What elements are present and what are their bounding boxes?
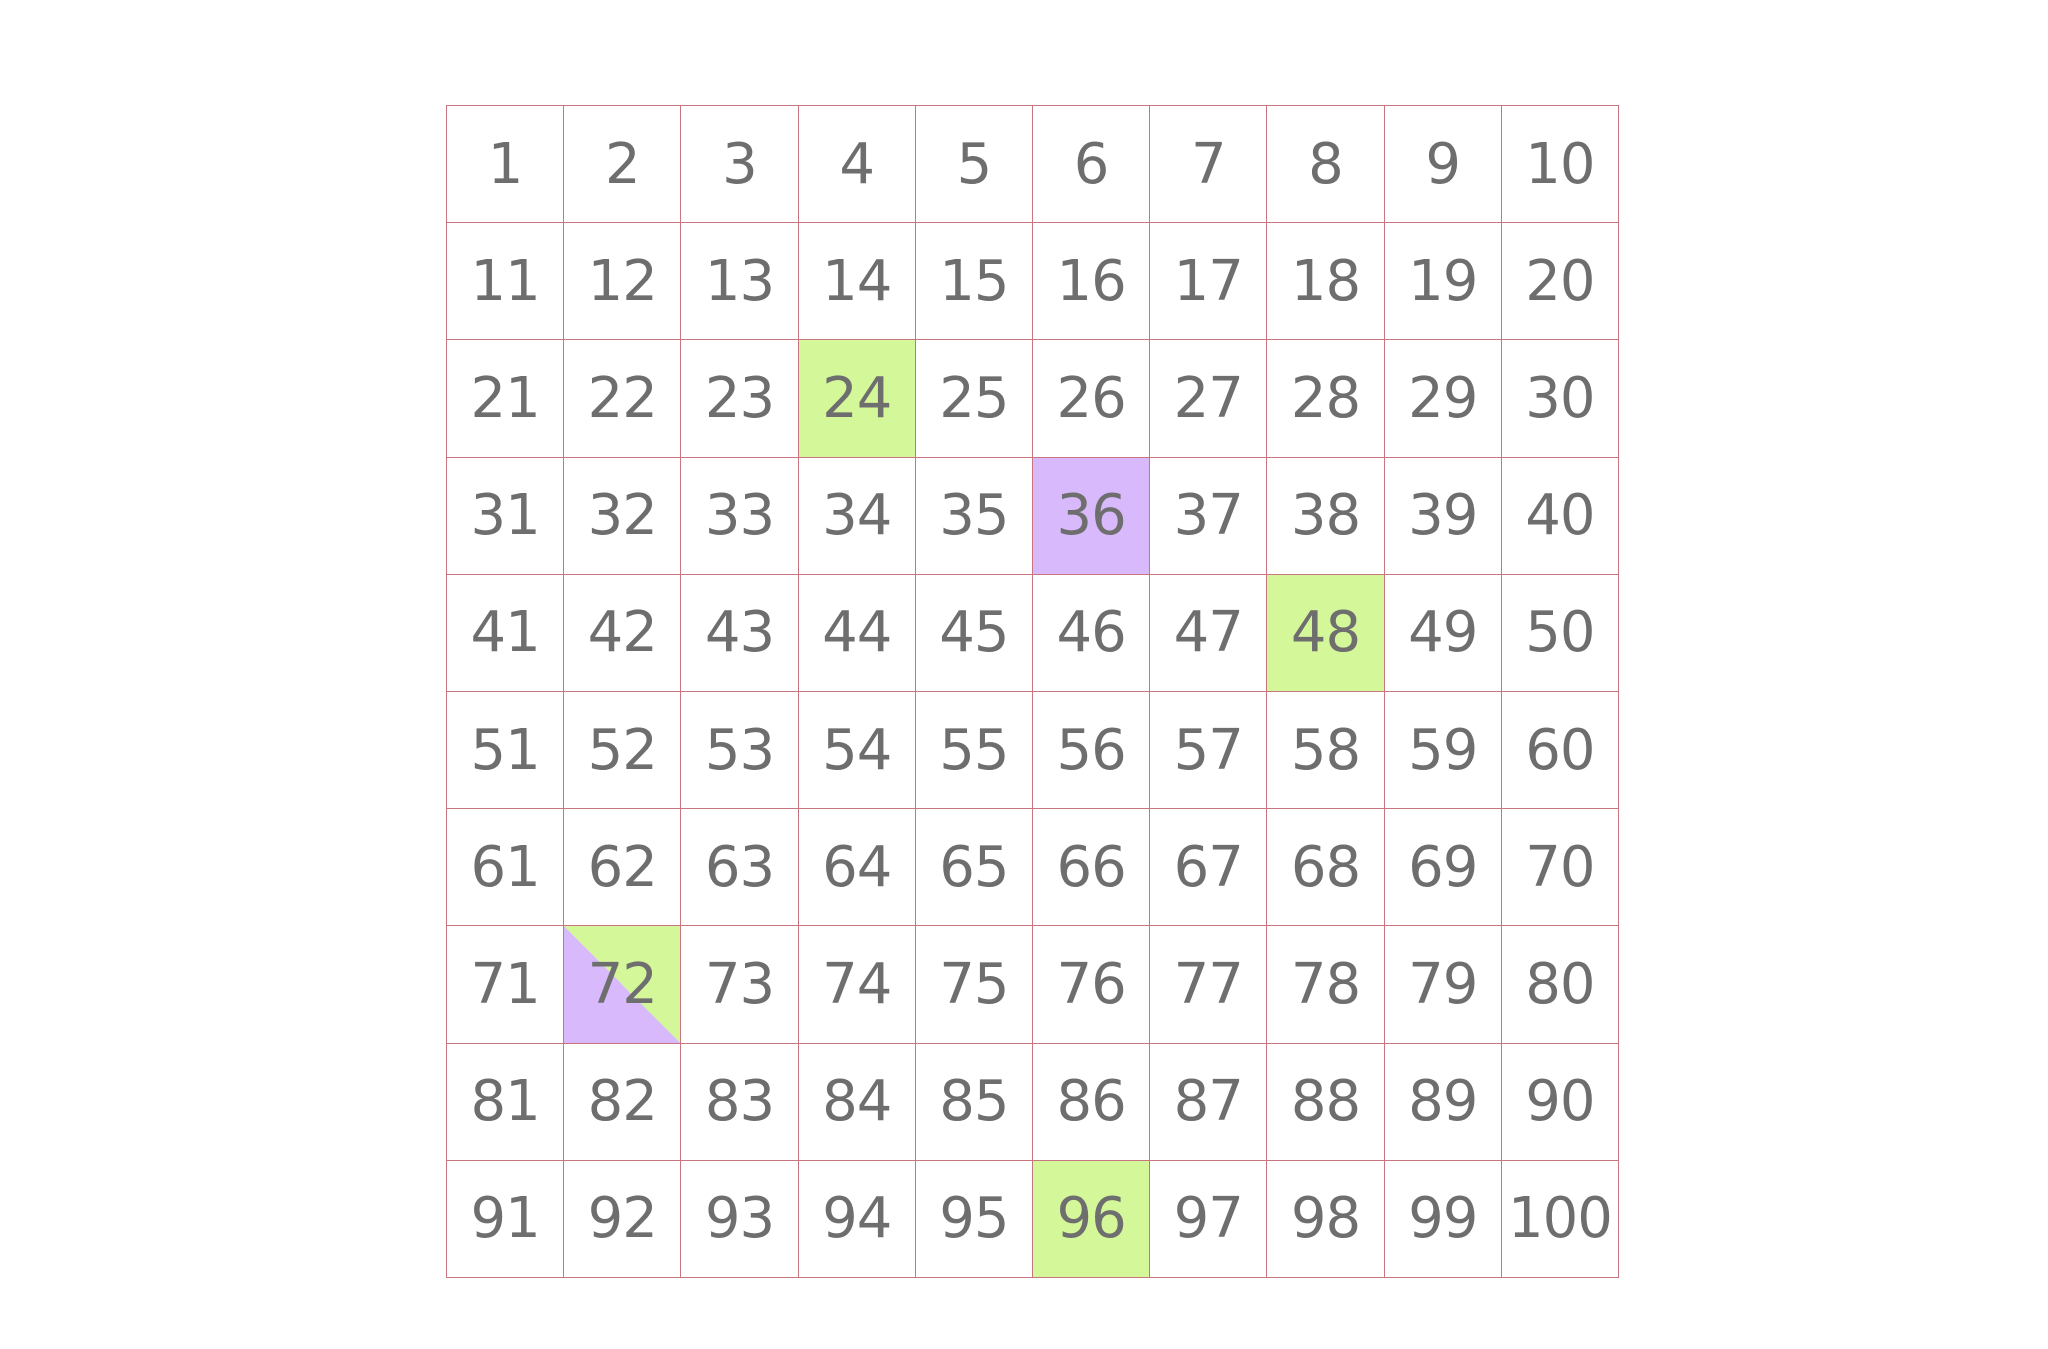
grid-cell-74[interactable] [799,926,916,1043]
hundred-chart-grid [446,105,1619,1278]
grid-cell-8[interactable] [1267,106,1384,223]
cell-number: 41 [470,600,540,666]
grid-cell-18[interactable] [1267,223,1384,340]
grid-cell-86[interactable] [1033,1044,1150,1161]
grid-cell-15[interactable] [916,223,1033,340]
cell-number: 28 [1290,365,1361,431]
cell-number: 62 [587,834,657,900]
grid-cell-59[interactable] [1385,692,1502,809]
cell-number: 96 [1056,1186,1126,1252]
cell-number: 34 [822,483,892,549]
grid-cell-42[interactable] [564,575,681,692]
grid-cell-31[interactable] [447,458,564,575]
cell-number: 25 [939,365,1009,431]
grid-cell-97[interactable] [1150,1161,1267,1278]
cell-number: 18 [1290,248,1361,314]
cell-number: 92 [587,1186,657,1252]
grid-cell-60[interactable] [1502,692,1619,809]
cell-number: 55 [939,717,1009,783]
cell-number: 69 [1408,834,1478,900]
grid-cell-11[interactable] [447,223,564,340]
cell-number: 93 [704,1186,775,1252]
grid-cell-5[interactable] [916,106,1033,223]
cell-number: 7 [1190,131,1226,197]
cell-number: 70 [1525,834,1595,900]
grid-cell-52[interactable] [564,692,681,809]
cell-number: 44 [822,600,892,666]
cell-number: 13 [704,248,775,314]
cell-number: 47 [1173,600,1243,666]
grid-cell-24[interactable] [799,340,916,457]
cell-number: 52 [587,717,657,783]
cell-number: 35 [939,483,1009,549]
cell-number: 59 [1408,717,1478,783]
cell-number: 50 [1525,600,1595,666]
grid-cell-9[interactable] [1385,106,1502,223]
grid-cell-29[interactable] [1385,340,1502,457]
cell-number: 86 [1056,1069,1126,1135]
grid-cell-49[interactable] [1385,575,1502,692]
grid-cell-1[interactable] [447,106,564,223]
grid-cell-50[interactable] [1502,575,1619,692]
cell-number: 56 [1056,717,1126,783]
cell-number: 80 [1525,951,1595,1017]
cell-number: 81 [470,1069,540,1135]
grid-cell-22[interactable] [564,340,681,457]
grid-cell-47[interactable] [1150,575,1267,692]
cell-number: 24 [822,365,892,431]
grid-cell-75[interactable] [916,926,1033,1043]
grid-cell-94[interactable] [799,1161,916,1278]
grid-cell-76[interactable] [1033,926,1150,1043]
grid-cell-82[interactable] [564,1044,681,1161]
cell-number: 87 [1173,1069,1243,1135]
grid-cell-96[interactable] [1033,1161,1150,1278]
grid-cell-37[interactable] [1150,458,1267,575]
grid-cell-89[interactable] [1385,1044,1502,1161]
cell-number: 38 [1290,483,1361,549]
grid-cell-93[interactable] [681,1161,798,1278]
cell-number: 14 [822,248,892,314]
grid-cell-63[interactable] [681,809,798,926]
grid-cell-92[interactable] [564,1161,681,1278]
grid-cell-35[interactable] [916,458,1033,575]
grid-cell-71[interactable] [447,926,564,1043]
grid-cell-48[interactable] [1267,575,1384,692]
cell-number: 26 [1056,365,1126,431]
grid-cell-54[interactable] [799,692,916,809]
grid-cell-78[interactable] [1267,926,1384,1043]
grid-cell-2[interactable] [564,106,681,223]
cell-number: 68 [1290,834,1361,900]
cell-number: 54 [822,717,892,783]
cell-number: 65 [939,834,1009,900]
cell-number: 85 [939,1069,1009,1135]
grid-cell-69[interactable] [1385,809,1502,926]
grid-cell-95[interactable] [916,1161,1033,1278]
grid-cell-83[interactable] [681,1044,798,1161]
cell-number: 97 [1173,1186,1243,1252]
grid-cell-39[interactable] [1385,458,1502,575]
cell-number: 77 [1173,951,1243,1017]
cell-number: 4 [839,131,875,197]
cell-number: 67 [1173,834,1243,900]
cell-number: 20 [1525,248,1595,314]
cell-number: 90 [1525,1069,1595,1135]
cell-number: 23 [704,365,775,431]
cell-number: 10 [1525,131,1595,197]
grid-cell-13[interactable] [681,223,798,340]
grid-cell-64[interactable] [799,809,916,926]
cell-number: 30 [1525,365,1595,431]
cell-number: 74 [822,951,892,1017]
cell-number: 27 [1173,365,1243,431]
cell-number: 43 [704,600,775,666]
grid-cell-26[interactable] [1033,340,1150,457]
cell-number: 42 [587,600,657,666]
grid-cell-6[interactable] [1033,106,1150,223]
cell-number: 75 [939,951,1009,1017]
cell-number: 89 [1408,1069,1478,1135]
grid-cell-68[interactable] [1267,809,1384,926]
cell-number: 58 [1290,717,1361,783]
cell-number: 100 [1507,1186,1612,1252]
cell-number: 21 [470,365,540,431]
grid-cell-30[interactable] [1502,340,1619,457]
grid-cell-23[interactable] [681,340,798,457]
grid-cell-45[interactable] [916,575,1033,692]
cell-number: 57 [1173,717,1243,783]
grid-cell-19[interactable] [1385,223,1502,340]
grid-cell-51[interactable] [447,692,564,809]
grid-cell-55[interactable] [916,692,1033,809]
cell-number: 49 [1408,600,1478,666]
cell-number: 98 [1290,1186,1361,1252]
grid-cell-41[interactable] [447,575,564,692]
grid-cell-34[interactable] [799,458,916,575]
cell-number: 40 [1525,483,1595,549]
grid-cell-58[interactable] [1267,692,1384,809]
cell-number: 39 [1408,483,1478,549]
grid-cell-100[interactable] [1502,1161,1619,1278]
cell-number: 88 [1290,1069,1361,1135]
grid-cell-12[interactable] [564,223,681,340]
cell-number: 84 [822,1069,892,1135]
grid-cell-7[interactable] [1150,106,1267,223]
grid-cell-46[interactable] [1033,575,1150,692]
cell-number: 3 [722,131,757,197]
cell-number: 73 [704,951,775,1017]
grid-cell-32[interactable] [564,458,681,575]
grid-cell-33[interactable] [681,458,798,575]
grid-cell-87[interactable] [1150,1044,1267,1161]
cell-number: 94 [822,1186,892,1252]
cell-number: 6 [1073,131,1109,197]
cell-number: 5 [956,131,992,197]
grid-cell-81[interactable] [447,1044,564,1161]
cell-number: 95 [939,1186,1009,1252]
cell-number: 36 [1056,483,1126,549]
cell-number: 17 [1173,248,1243,314]
grid-cell-20[interactable] [1502,223,1619,340]
grid-cell-14[interactable] [799,223,916,340]
cell-number: 51 [470,717,540,783]
cell-number: 61 [470,834,540,900]
cell-number: 29 [1408,365,1478,431]
grid-cell-70[interactable] [1502,809,1619,926]
cell-number: 63 [704,834,775,900]
cell-number: 22 [587,365,657,431]
cell-number: 79 [1408,951,1478,1017]
grid-cell-53[interactable] [681,692,798,809]
grid-cell-38[interactable] [1267,458,1384,575]
cell-number: 46 [1056,600,1126,666]
cell-number: 45 [939,600,1009,666]
cell-number: 37 [1173,483,1243,549]
grid-cell-40[interactable] [1502,458,1619,575]
grid-cell-57[interactable] [1150,692,1267,809]
grid-cell-36[interactable] [1033,458,1150,575]
cell-number: 71 [470,951,540,1017]
cell-number: 33 [704,483,775,549]
grid-cell-43[interactable] [681,575,798,692]
cell-number: 1 [487,131,523,197]
cell-number: 19 [1408,248,1478,314]
grid-cell-28[interactable] [1267,340,1384,457]
grid-cell-91[interactable] [447,1161,564,1278]
grid-cell-65[interactable] [916,809,1033,926]
cell-number: 91 [470,1186,540,1252]
cell-number: 53 [704,717,775,783]
grid-cell-56[interactable] [1033,692,1150,809]
grid-cell-80[interactable] [1502,926,1619,1043]
grid-cell-25[interactable] [916,340,1033,457]
cell-number: 66 [1056,834,1126,900]
cell-number: 72 [587,951,657,1017]
grid-cell-3[interactable] [681,106,798,223]
grid-cell-21[interactable] [447,340,564,457]
grid-cell-79[interactable] [1385,926,1502,1043]
cell-number: 76 [1056,951,1126,1017]
grid-cell-67[interactable] [1150,809,1267,926]
cell-number: 64 [822,834,892,900]
cell-number: 15 [939,248,1009,314]
grid-cell-73[interactable] [681,926,798,1043]
grid-cell-98[interactable] [1267,1161,1384,1278]
cell-number: 32 [587,483,657,549]
grid-cell-72[interactable] [564,926,681,1043]
cell-number: 16 [1056,248,1126,314]
cell-number: 82 [587,1069,657,1135]
grid-cell-85[interactable] [916,1044,1033,1161]
grid-cell-88[interactable] [1267,1044,1384,1161]
grid-cell-66[interactable] [1033,809,1150,926]
grid-cell-10[interactable] [1502,106,1619,223]
grid-cell-62[interactable] [564,809,681,926]
cell-number: 31 [470,483,540,549]
grid-cell-44[interactable] [799,575,916,692]
cell-number: 48 [1290,600,1361,666]
cell-number: 9 [1425,131,1461,197]
grid-cell-77[interactable] [1150,926,1267,1043]
cell-number: 12 [587,248,657,314]
cell-number: 99 [1408,1186,1478,1252]
grid-cell-84[interactable] [799,1044,916,1161]
cell-number: 83 [704,1069,775,1135]
grid-cell-27[interactable] [1150,340,1267,457]
cell-number: 8 [1308,131,1343,197]
grid-cell-4[interactable] [799,106,916,223]
grid-cell-90[interactable] [1502,1044,1619,1161]
cell-number: 11 [470,248,540,314]
grid-cell-61[interactable] [447,809,564,926]
grid-cell-17[interactable] [1150,223,1267,340]
grid-cell-16[interactable] [1033,223,1150,340]
cell-number: 60 [1525,717,1595,783]
grid-cell-99[interactable] [1385,1161,1502,1278]
cell-number: 78 [1290,951,1361,1017]
cell-number: 2 [604,131,640,197]
